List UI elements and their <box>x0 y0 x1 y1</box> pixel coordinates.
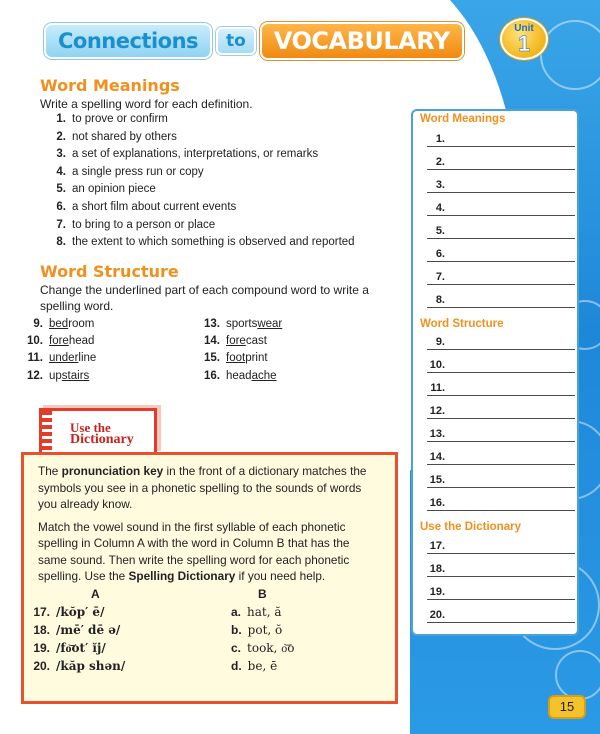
list-item: 11. under line <box>27 352 97 364</box>
dictionary-tab-line2: Dictionary <box>70 432 134 447</box>
option-item: d. be, ē <box>231 659 278 673</box>
list-item: 2. not shared by others <box>56 130 177 143</box>
list-item: 8. the extent to which something is observed and reported <box>56 236 355 249</box>
list-item: 15. foot print <box>204 352 268 364</box>
word-meanings-list <box>48 113 355 254</box>
answer-line[interactable]: 7. <box>427 271 575 285</box>
word-meanings-title: Word Meanings <box>40 76 180 95</box>
list-item: 16. head ache <box>204 370 277 382</box>
panel-word-structure-title: Word Structure <box>420 318 504 330</box>
column-a-header: A <box>91 587 100 601</box>
page-header <box>44 22 464 60</box>
unit-number: 1 <box>517 31 531 56</box>
list-item: 13. sports wear <box>204 318 283 330</box>
word-structure-instruction: Change the underlined part of each compound word to write a spelling word. <box>40 283 369 313</box>
list-item: 4. a single press run or copy <box>56 165 204 178</box>
page-number: 15 <box>548 695 586 719</box>
list-item: 1. to prove or confirm <box>56 113 168 125</box>
unit-label: Unit <box>514 23 534 34</box>
answer-line[interactable]: 10. <box>427 359 575 373</box>
answer-line[interactable]: 14. <box>427 451 575 465</box>
answer-line[interactable]: 13. <box>427 428 575 442</box>
answer-panel <box>411 109 579 636</box>
answer-line[interactable]: 1. <box>427 133 575 147</box>
answer-line[interactable]: 17. <box>427 540 575 554</box>
option-item: b. pot, ŏ <box>231 623 283 637</box>
header-vocabulary: VOCABULARY <box>260 22 464 60</box>
header-connections: Connections <box>44 23 212 59</box>
list-item: 3. a set of explanations, interpretations, or remarks <box>56 148 319 161</box>
word-structure-title: Word Structure <box>40 262 179 281</box>
answer-line[interactable]: 20. <box>427 609 575 623</box>
answer-line[interactable]: 18. <box>427 563 575 577</box>
answer-line[interactable]: 6. <box>427 248 575 262</box>
list-item: 9. bed room <box>33 318 95 330</box>
column-b-header: B <box>258 587 267 601</box>
answer-line[interactable]: 12. <box>427 405 575 419</box>
dictionary-box <box>21 452 398 704</box>
answer-line[interactable]: 16. <box>427 497 575 511</box>
list-item: 10. fore head <box>27 335 95 347</box>
dictionary-paragraph-2: Match the vowel sound in the first syllable of each phonetic spelling in Column A with the word in Column B that has the same sound. Then write the spelling word for each phonetic spelling. Use the Spelling Dictionary if you need help. <box>38 519 350 583</box>
answer-line[interactable]: 11. <box>427 382 575 396</box>
list-item: 12. up stairs <box>27 370 90 382</box>
answer-line[interactable]: 2. <box>427 156 575 170</box>
list-item: 5. an opinion piece <box>56 183 156 196</box>
list-item: 6. a short film about current events <box>56 200 237 213</box>
option-item: c. took, o͝o <box>231 641 295 655</box>
panel-dictionary-title: Use the Dictionary <box>420 521 521 533</box>
dictionary-paragraph-1: The pronunciation key in the front of a dictionary matches the symbols you see in a phonetic spelling to the sounds of words you already know. <box>38 464 367 511</box>
dictionary-tab <box>39 408 157 454</box>
list-item: 14. fore cast <box>204 335 267 347</box>
book-binding-icon <box>42 411 52 454</box>
answer-line[interactable]: 15. <box>427 474 575 488</box>
answer-line[interactable]: 9. <box>427 336 575 350</box>
option-item: a. hat, ă <box>231 605 282 619</box>
unit-badge <box>500 18 548 60</box>
answer-line[interactable]: 5. <box>427 225 575 239</box>
list-item: 7. to bring to a person or place <box>56 218 216 231</box>
panel-word-meanings-title: Word Meanings <box>420 113 506 125</box>
word-meanings-instruction: Write a spelling word for each definition. <box>40 97 253 111</box>
pronunciation-item: 18. /mē′ dē ə/ <box>33 623 121 637</box>
answer-line[interactable]: 8. <box>427 294 575 308</box>
answer-line[interactable]: 3. <box>427 179 575 193</box>
pronunciation-item: 20. /kăp shən/ <box>33 659 126 673</box>
header-to: to <box>216 27 256 55</box>
answer-line[interactable]: 4. <box>427 202 575 216</box>
answer-line[interactable]: 19. <box>427 586 575 600</box>
dictionary-tab-line1: Use the <box>70 420 111 435</box>
pronunciation-item: 17. /kŏp′ ē/ <box>33 605 105 619</box>
pronunciation-item: 19. /fo͝ot′ ĭj/ <box>33 641 106 655</box>
